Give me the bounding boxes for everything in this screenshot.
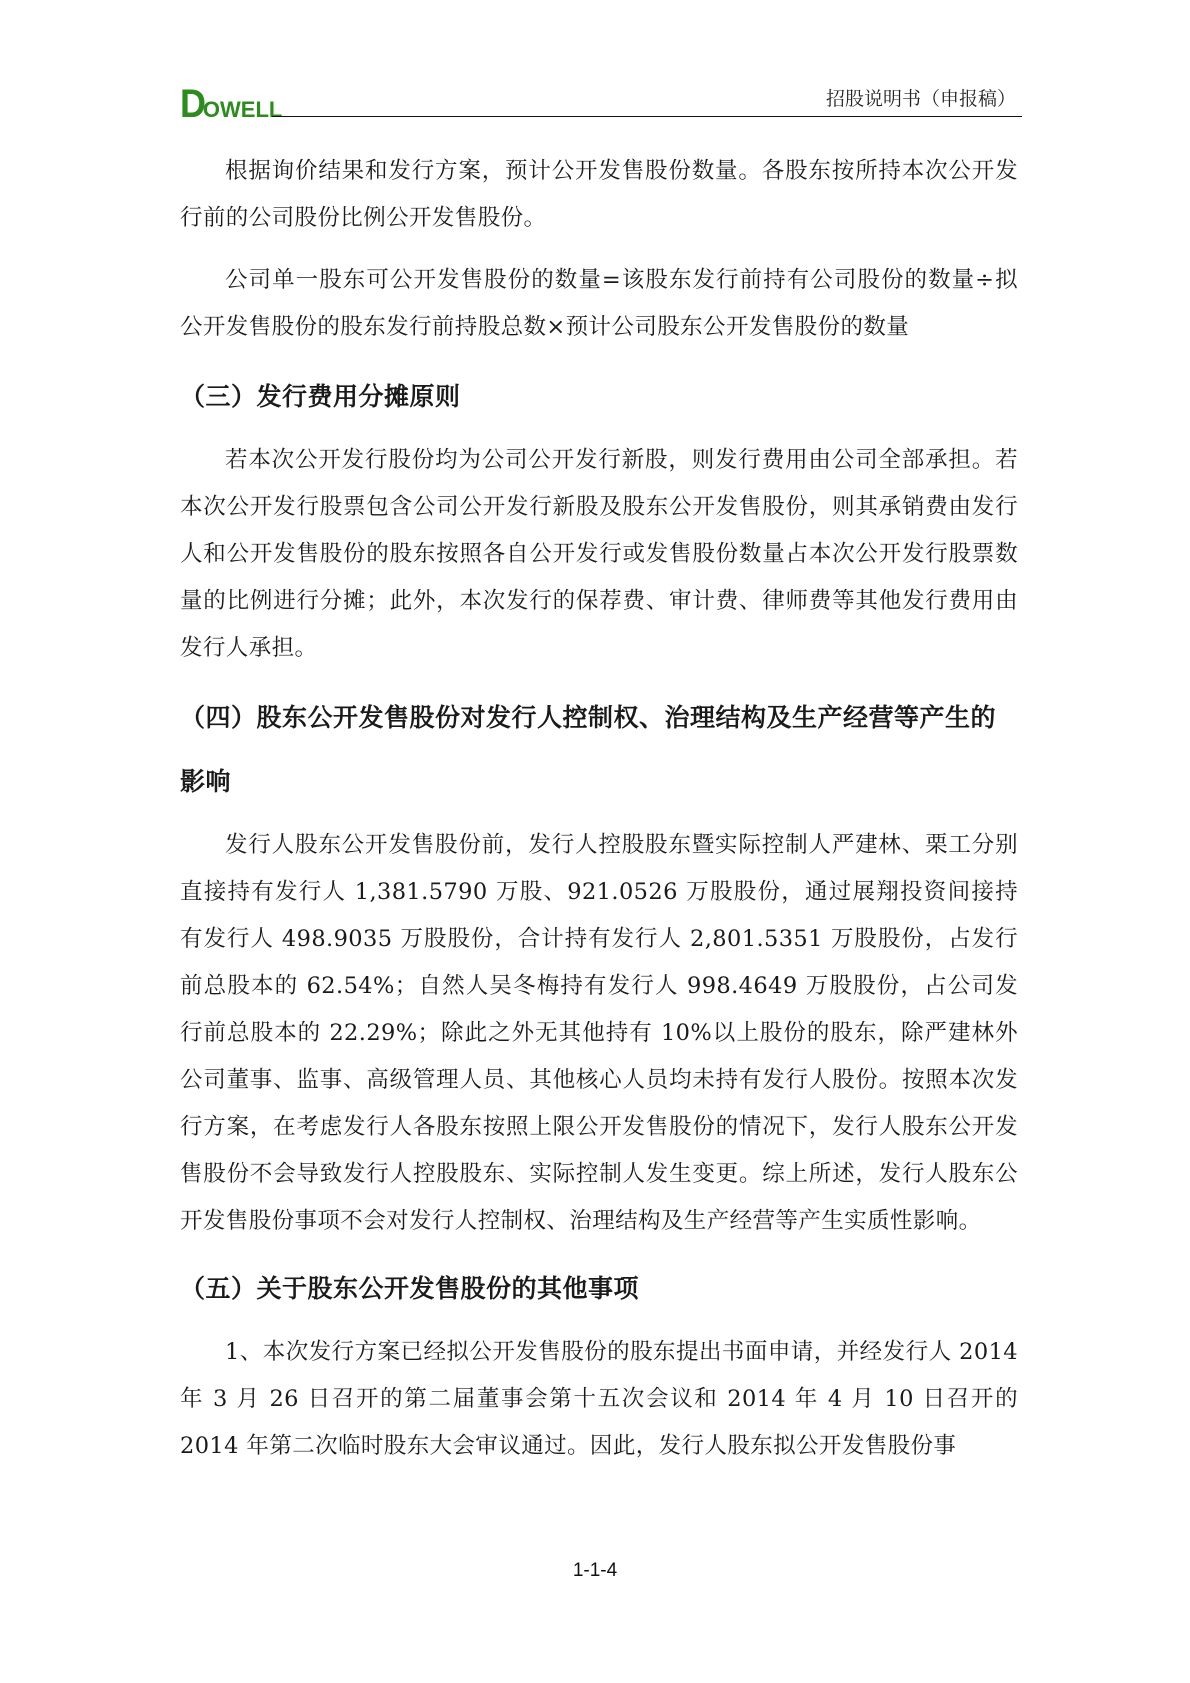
page-number: 1-1-4 [572,1560,618,1581]
logo-text: OWELL [202,97,283,122]
heading-other-matters: （五）关于股东公开发售股份的其他事项 [180,1274,640,1303]
logo-letter: D [180,82,207,126]
heading-impact: （四）股东公开发售股份对发行人控制权、治理结构及生产经营等产生的影响 [180,703,997,796]
document-body [180,148,1018,1470]
document-type-label: 招股说明书（申报稿） [825,88,1016,110]
paragraph-impact: 发行人股东公开发售股份前，发行人控股股东暨实际控制人严建林、栗工分别直接持有发行人 1,381.5790 万股、921.0526 万股股份，通过展翔投资间接持有发行人 498.9035 万股股份，合计持有发行人 2,801.5351 万股股份，占发行前总股本的 62.54%；自然人吴冬梅持有发行人 998.4649 万股股份，占公司发行前总股本的 22.29%；除此之外无其他持有 10%以上股份的股东，除严建林外公司董事、监事、高级管理人员、其他核心人员均未持有发行人股份。按照本次发行方案，在考虑发行人各股东按照上限公开发售股份的情况下，发行人股东公开发售股份不会导致发行人控股股东、实际控制人发生变更。综上所述，发行人股东公开发售股份事项不会对发行人控制权、治理结构及生产经营等产生实质性影响。 [180,832,1018,1234]
paragraph-formula: 公司单一股东可公开发售股份的数量=该股东发行前持有公司股份的数量÷拟公开发售股份的股东发行前持股总数×预计公司股东公开发售股份的数量 [180,267,1018,340]
heading-fee-allocation: （三）发行费用分摊原则 [180,382,461,411]
paragraph-other-matters: 1、本次发行方案已经拟公开发售股份的股东提出书面申请，并经发行人 2014 年 3 月 26 日召开的第二届董事会第十五次会议和 2014 年 4 月 10 日召开的 2014 年第二次临时股东大会审议通过。因此，发行人股东拟公开发售股份事 [180,1339,1018,1459]
paragraph-offering-quantity: 根据询价结果和发行方案，预计公开发售股份数量。各股东按所持本次公开发行前的公司股份比例公开发售股份。 [180,158,1018,231]
dowell-logo [180,84,282,124]
paragraph-fee-allocation: 若本次公开发行股份均为公司公开发行新股，则发行费用由公司全部承担。若本次公开发行股票包含公司公开发行新股及股东公开发售股份，则其承销费由发行人和公开发售股份的股东按照各自公开发行或发售股份数量占本次公开发行股票数量的比例进行分摊；此外，本次发行的保荐费、审计费、律师费等其他发行费用由发行人承担。 [180,447,1018,661]
header-rule [272,116,1022,117]
page-header [180,80,1022,126]
